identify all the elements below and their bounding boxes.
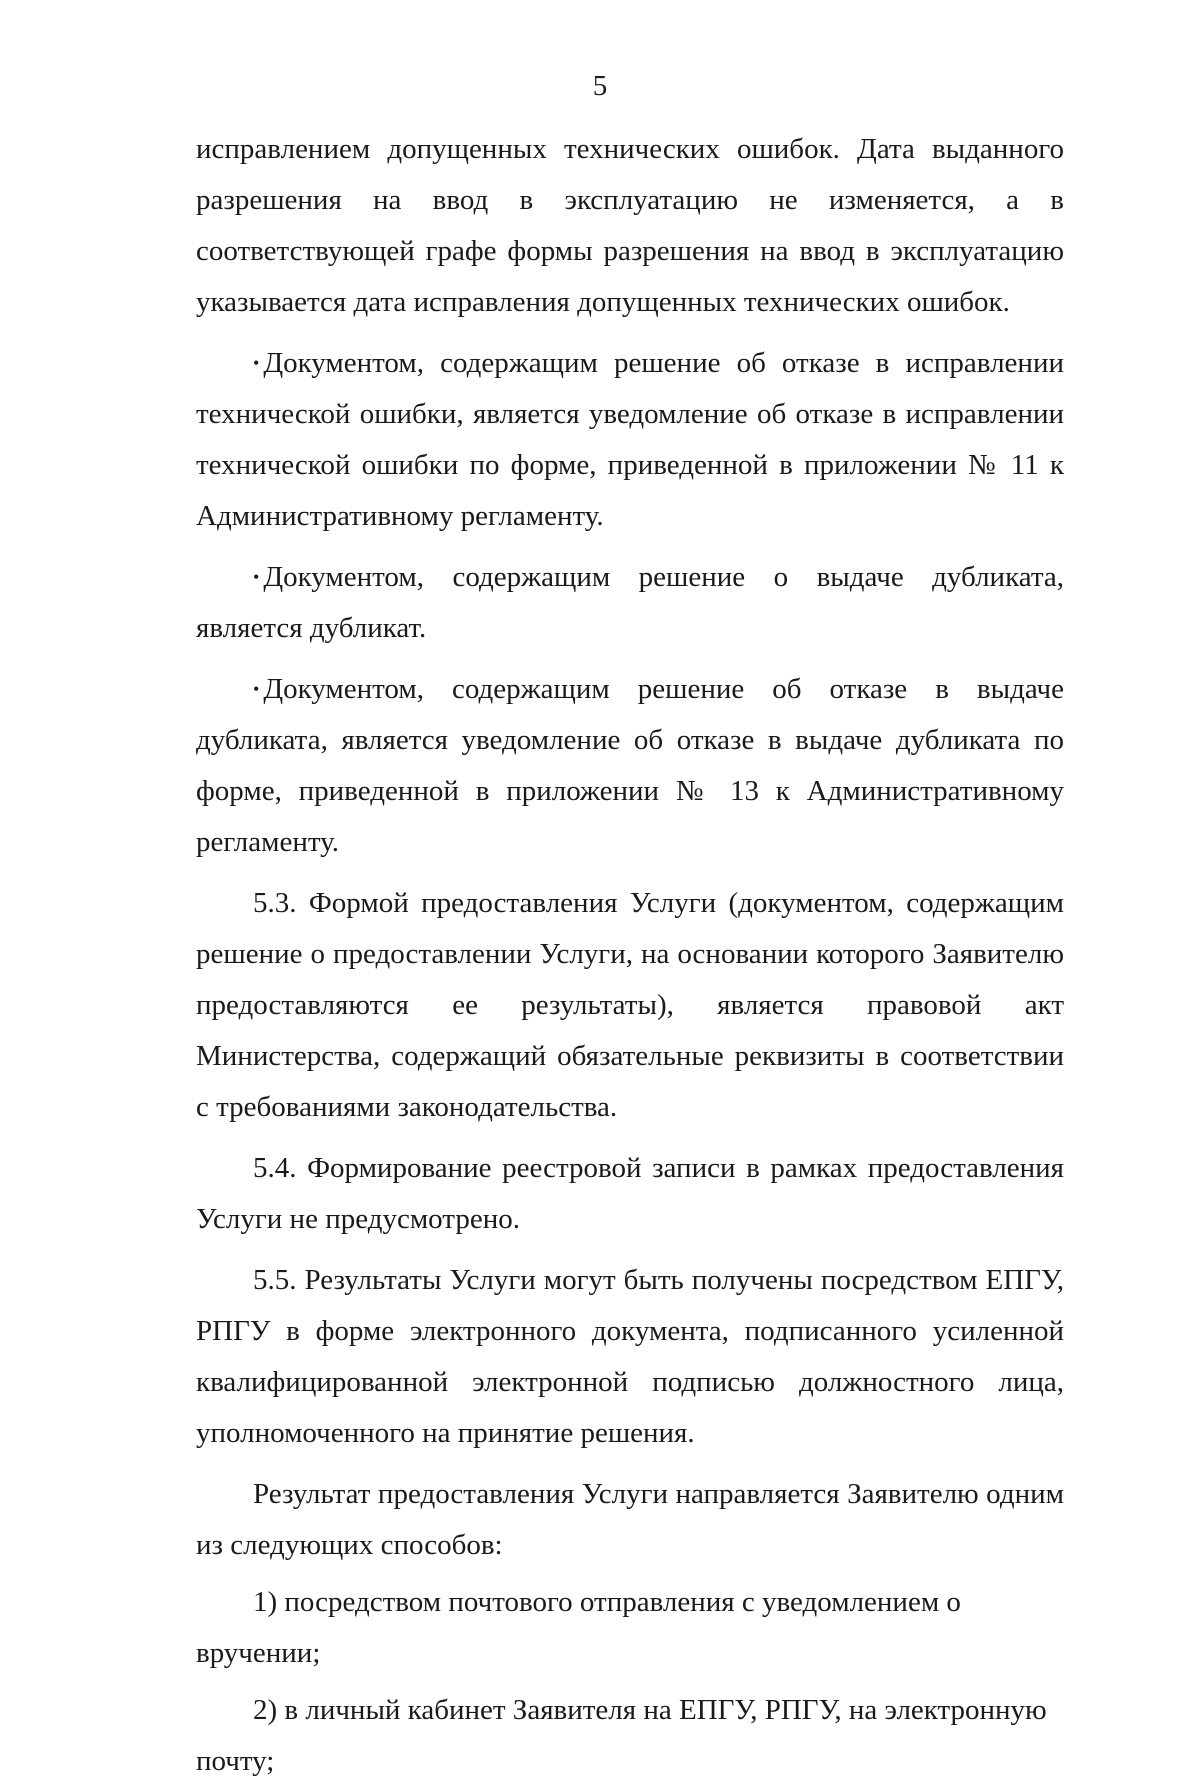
bullet-text: Документом, содержащим решение о выдаче дубликата, является дубликат. [196, 561, 1064, 644]
document-body [196, 124, 1064, 1787]
bullet-icon: • [253, 679, 260, 699]
paragraph-result-delivery: Результат предоставления Услуги направляется Заявителю одним из следующих способов: [196, 1478, 1064, 1561]
paragraph-correction-date: исправлением допущенных технических ошибок. Дата выданного разрешения на ввод в эксплуатацию не изменяется, а в соответствующей графе формы разрешения на ввод в эксплуатацию указывается дата исправления допущенных технических ошибок. [196, 133, 1064, 318]
bullet-icon: • [253, 567, 260, 587]
paragraph-5-3: 5.3. Формой предоставления Услуги (документом, содержащим решение о предоставлении Услуги, на основании которого Заявителю предоставляются ее результаты), является правовой акт Министерства, содержащий обязательные реквизиты в соответствии с требованиями законодательства. [196, 887, 1064, 1123]
bullet-duplicate [196, 552, 1064, 654]
bullet-text: Документом, содержащим решение об отказе в выдаче дубликата, является уведомление об отказе в выдаче дубликата по форме, приведенной в приложении № 13 к Административному регламенту. [196, 673, 1064, 858]
bullet-text: Документом, содержащим решение об отказе в исправлении технической ошибки, является уведомление об отказе в исправлении технической ошибки по форме, приведенной в приложении № 11 к Административному регламенту. [196, 347, 1064, 532]
page-number: 5 [592, 70, 608, 102]
paragraph-5-5: 5.5. Результаты Услуги могут быть получены посредством ЕПГУ, РПГУ в форме электронного документа, подписанного усиленной квалифицированной электронной подписью должностного лица, уполномоченного на принятие решения. [196, 1264, 1064, 1449]
bullet-icon: • [253, 353, 260, 373]
paragraph-5-4: 5.4. Формирование реестровой записи в рамках предоставления Услуги не предусмотрено. [196, 1152, 1064, 1235]
bullet-refusal-duplicate [196, 664, 1064, 868]
list-item-personal-cabinet: 2) в личный кабинет Заявителя на ЕПГУ, РПГУ, на электронную почту; [196, 1694, 1047, 1777]
bullet-refusal-correction [196, 338, 1064, 542]
list-item-postal: 1) посредством почтового отправления с уведомлением о вручении; [196, 1586, 961, 1669]
